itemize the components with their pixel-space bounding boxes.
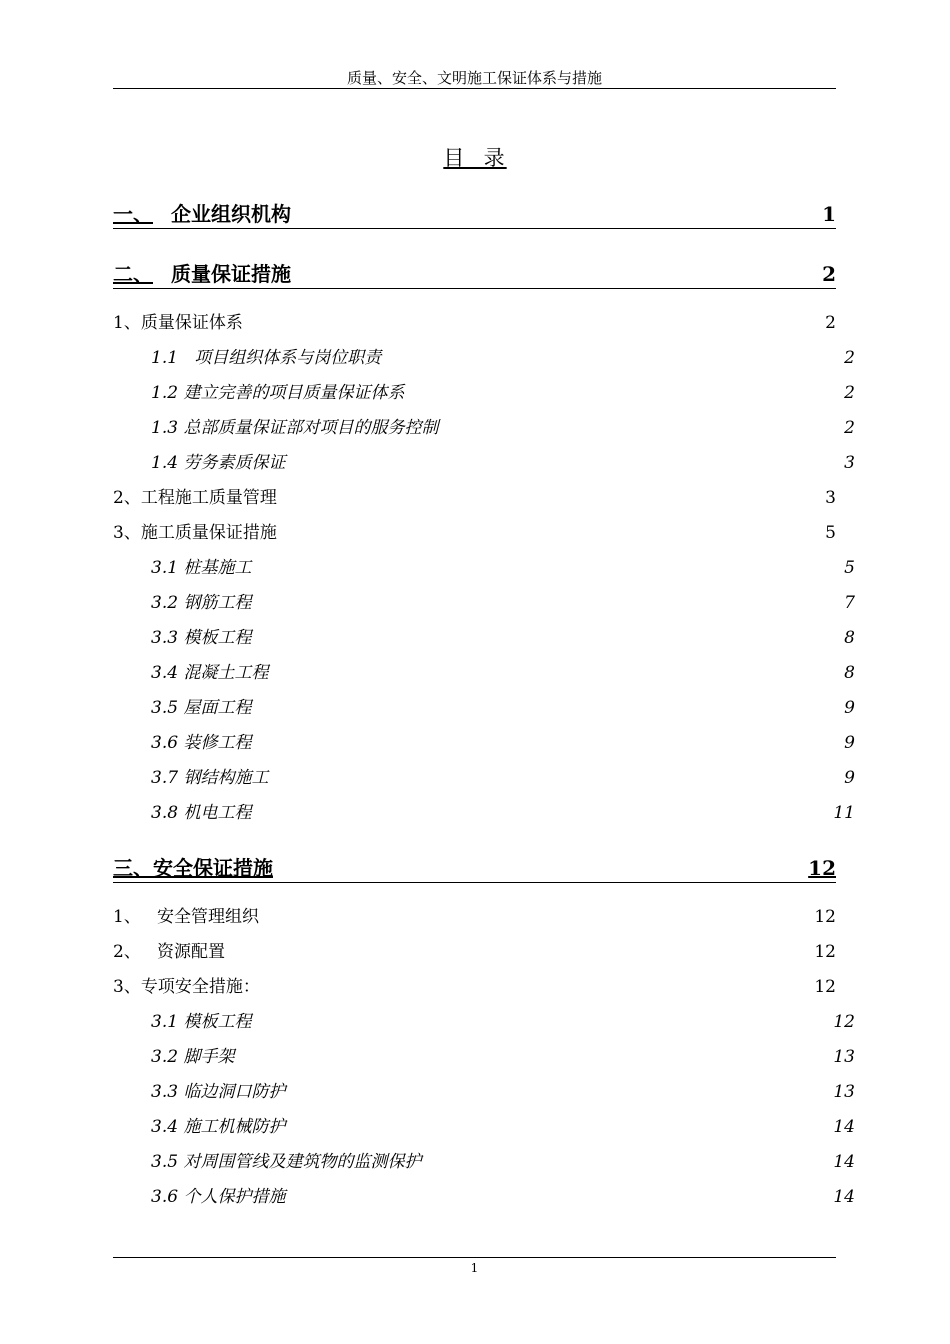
toc-entry-label: 3.8 机电工程 <box>151 803 252 823</box>
toc-entry-page: 1 <box>822 202 836 226</box>
toc-entry-page: 2 <box>822 262 836 286</box>
toc-entry-s2-1-3[interactable] <box>132 415 855 441</box>
toc-entry-page: 14 <box>833 1187 855 1207</box>
toc-entry-page: 12 <box>808 856 836 880</box>
toc-entry-s3-3-3[interactable] <box>132 1079 855 1105</box>
toc-entry-label: 3.1 模板工程 <box>151 1012 252 1032</box>
toc-entry-s2-3-7[interactable] <box>132 765 855 791</box>
toc-entry-s2-1-1[interactable] <box>132 345 855 371</box>
toc-entry-label: 1.2 建立完善的项目质量保证体系 <box>151 383 405 403</box>
toc-entry-s2-3-1[interactable] <box>132 555 855 581</box>
toc-entry-label: 1、质量保证体系 <box>113 313 243 333</box>
toc-entry-label: 3、专项安全措施： <box>113 977 260 997</box>
toc-entry-s2-3-6[interactable] <box>132 730 855 756</box>
toc-entry-s3-2[interactable] <box>113 939 836 965</box>
toc-entry-s2-1[interactable] <box>113 310 836 336</box>
toc-entry-s3[interactable] <box>113 854 836 883</box>
toc-entry-s3-1[interactable] <box>113 904 836 930</box>
toc-entry-s2-3-2[interactable] <box>132 590 855 616</box>
toc-entry-label: 三、安全保证措施 <box>113 856 273 880</box>
toc-entry-s3-3-2[interactable] <box>132 1044 855 1070</box>
toc-entry-s2-3-3[interactable] <box>132 625 855 651</box>
toc-entry-s3-3-6[interactable] <box>132 1184 855 1210</box>
toc-entry-page: 5 <box>844 558 855 578</box>
toc-entry-s3-3[interactable] <box>113 974 836 1000</box>
toc-entry-page: 13 <box>833 1047 855 1067</box>
toc-entry-s1[interactable] <box>113 200 836 229</box>
toc-entry-s2-3-5[interactable] <box>132 695 855 721</box>
page-header: 质量、安全、文明施工保证体系与措施 <box>346 69 602 87</box>
toc-entry-page: 2 <box>844 383 855 403</box>
toc-entry-page: 8 <box>844 628 855 648</box>
toc-entry-page: 11 <box>833 803 855 823</box>
toc-entry-s2-1-4[interactable] <box>132 450 855 476</box>
toc-title-text: 目 录 <box>443 146 507 170</box>
toc-entry-s3-3-5[interactable] <box>132 1149 855 1175</box>
toc-entry-label: 3.5 对周围管线及建筑物的监测保护 <box>151 1152 422 1172</box>
toc-entry-s2-2[interactable] <box>113 485 836 511</box>
toc-entry-label: 2、工程施工质量管理 <box>113 488 277 508</box>
toc-title <box>0 144 950 172</box>
toc-entry-s2[interactable] <box>113 260 836 289</box>
toc-entry-s3-3-1[interactable] <box>132 1009 855 1035</box>
toc-entry-page: 8 <box>844 663 855 683</box>
toc-entry-s2-3-4[interactable] <box>132 660 855 686</box>
toc-entry-page: 9 <box>844 733 855 753</box>
toc-entry-s3-3-4[interactable] <box>132 1114 855 1140</box>
toc-entry-label: 3、施工质量保证措施 <box>113 523 277 543</box>
toc-entry-page: 12 <box>833 1012 855 1032</box>
toc-entry-label: 3.2 钢筋工程 <box>151 593 252 613</box>
toc-entry-number: 二、 <box>113 262 153 286</box>
toc-entry-text: 企业组织机构 <box>171 202 291 226</box>
toc-entry-label: 3.1 桩基施工 <box>151 558 252 578</box>
toc-entry-label: 3.5 屋面工程 <box>151 698 252 718</box>
toc-entry-page: 14 <box>833 1152 855 1172</box>
toc-entry-page: 9 <box>844 768 855 788</box>
toc-entry-page: 12 <box>814 907 836 927</box>
footer-rule <box>113 1257 836 1258</box>
toc-entry-label: 3.6 装修工程 <box>151 733 252 753</box>
toc-entry-s2-1-2[interactable] <box>132 380 855 406</box>
toc-entry-label: 1.1 项目组织体系与岗位职责 <box>151 348 382 368</box>
toc-entry-page: 2 <box>844 348 855 368</box>
header-rule <box>113 88 836 89</box>
toc-entry-label: 3.4 混凝土工程 <box>151 663 269 683</box>
page-number: 1 <box>470 1261 479 1275</box>
toc-entry-label <box>113 200 291 228</box>
toc-entry-s2-3[interactable] <box>113 520 836 546</box>
toc-entry-page: 12 <box>814 942 836 962</box>
toc-entry-page: 9 <box>844 698 855 718</box>
toc-entry-page: 7 <box>844 593 855 613</box>
toc-entry-number: 一、 <box>113 202 153 226</box>
toc-entry-label: 3.4 施工机械防护 <box>151 1117 286 1137</box>
toc-entry-page: 14 <box>833 1117 855 1137</box>
toc-entry-label: 3.3 临边洞口防护 <box>151 1082 286 1102</box>
toc-entry-page: 3 <box>844 453 855 473</box>
toc-entry-label <box>113 260 291 288</box>
toc-entry-s2-3-8[interactable] <box>132 800 855 826</box>
toc-entry-page: 2 <box>825 313 836 333</box>
toc-entry-page: 12 <box>814 977 836 997</box>
toc-entry-label: 3.3 模板工程 <box>151 628 252 648</box>
toc-entry-page: 5 <box>825 523 836 543</box>
toc-entry-label: 1.3 总部质量保证部对项目的服务控制 <box>151 418 439 438</box>
toc-entry-page: 2 <box>844 418 855 438</box>
toc-entry-label: 3.2 脚手架 <box>151 1047 235 1067</box>
toc-entry-label: 1.4 劳务素质保证 <box>151 453 286 473</box>
toc-entry-text: 质量保证措施 <box>171 262 291 286</box>
toc-entry-page: 3 <box>825 488 836 508</box>
toc-entry-label: 3.6 个人保护措施 <box>151 1187 286 1207</box>
toc-entry-page: 13 <box>833 1082 855 1102</box>
toc-entry-label: 3.7 钢结构施工 <box>151 768 269 788</box>
toc-entry-label: 2、 资源配置 <box>113 942 226 962</box>
toc-entry-label: 1、 安全管理组织 <box>113 907 260 927</box>
